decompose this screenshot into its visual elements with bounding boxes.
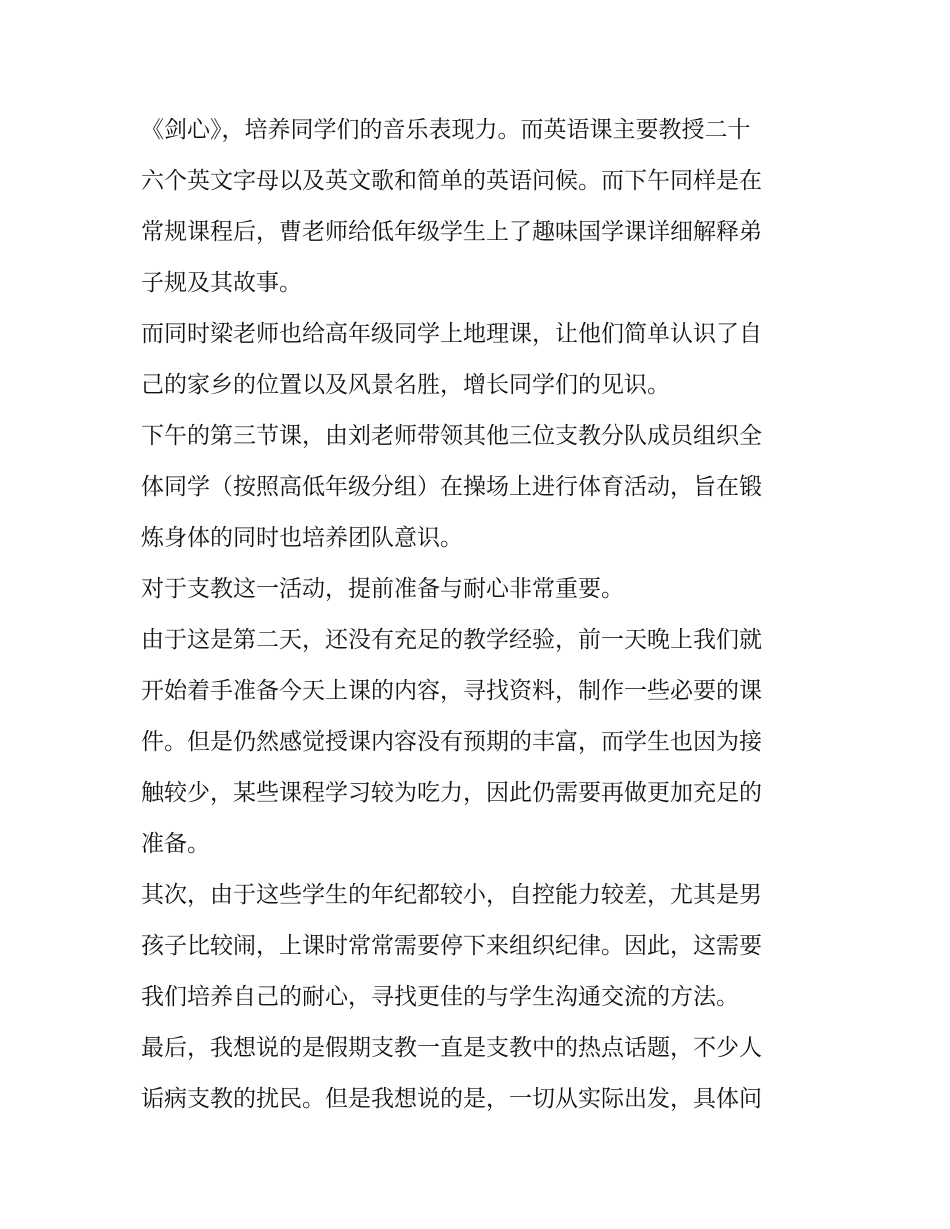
text-line: 常规课程后，曹老师给低年级学生上了趣味国学课详细解释弟 [141, 219, 762, 245]
text-line: 件。但是仍然感觉授课内容没有预期的丰富，而学生也因为接 [141, 729, 762, 755]
text-line: 而同时梁老师也给高年级同学上地理课，让他们简单认识了自 [141, 321, 762, 347]
text-line: 我们培养自己的耐心，寻找更佳的与学生沟通交流的方法。 [141, 984, 739, 1010]
text-line: 对于支教这一活动，提前准备与耐心非常重要。 [141, 576, 624, 602]
text-line: 己的家乡的位置以及风景名胜，增长同学们的见识。 [141, 372, 670, 398]
text-line: 最后，我想说的是假期支教一直是支教中的热点话题，不少人 [141, 1035, 762, 1061]
text-line: 体同学（按照高低年级分组）在操场上进行体育活动，旨在锻 [141, 474, 762, 500]
document-body [141, 108, 821, 1128]
text-line: 由于这是第二天，还没有充足的教学经验，前一天晚上我们就 [141, 627, 762, 653]
text-line: 其次，由于这些学生的年纪都较小，自控能力较差，尤其是男 [141, 882, 762, 908]
text-line: 炼身体的同时也培养团队意识。 [141, 525, 463, 551]
text-line: 诟病支教的扰民。但是我想说的是，一切从实际出发，具体问 [141, 1086, 762, 1112]
text-line: 开始着手准备今天上课的内容，寻找资料，制作一些必要的课 [141, 678, 762, 704]
text-line: 《剑心》，培养同学们的音乐表现力。而英语课主要教授二十 [141, 117, 751, 143]
text-line: 孩子比较闹，上课时常常需要停下来组织纪律。因此，这需要 [141, 933, 762, 959]
text-line: 下午的第三节课，由刘老师带领其他三位支教分队成员组织全 [141, 423, 762, 449]
text-line: 六个英文字母以及英文歌和简单的英语问候。而下午同样是在 [141, 168, 762, 194]
text-line: 准备。 [141, 831, 210, 857]
text-line: 触较少，某些课程学习较为吃力，因此仍需要再做更加充足的 [141, 780, 762, 806]
text-line: 子规及其故事。 [141, 270, 302, 296]
